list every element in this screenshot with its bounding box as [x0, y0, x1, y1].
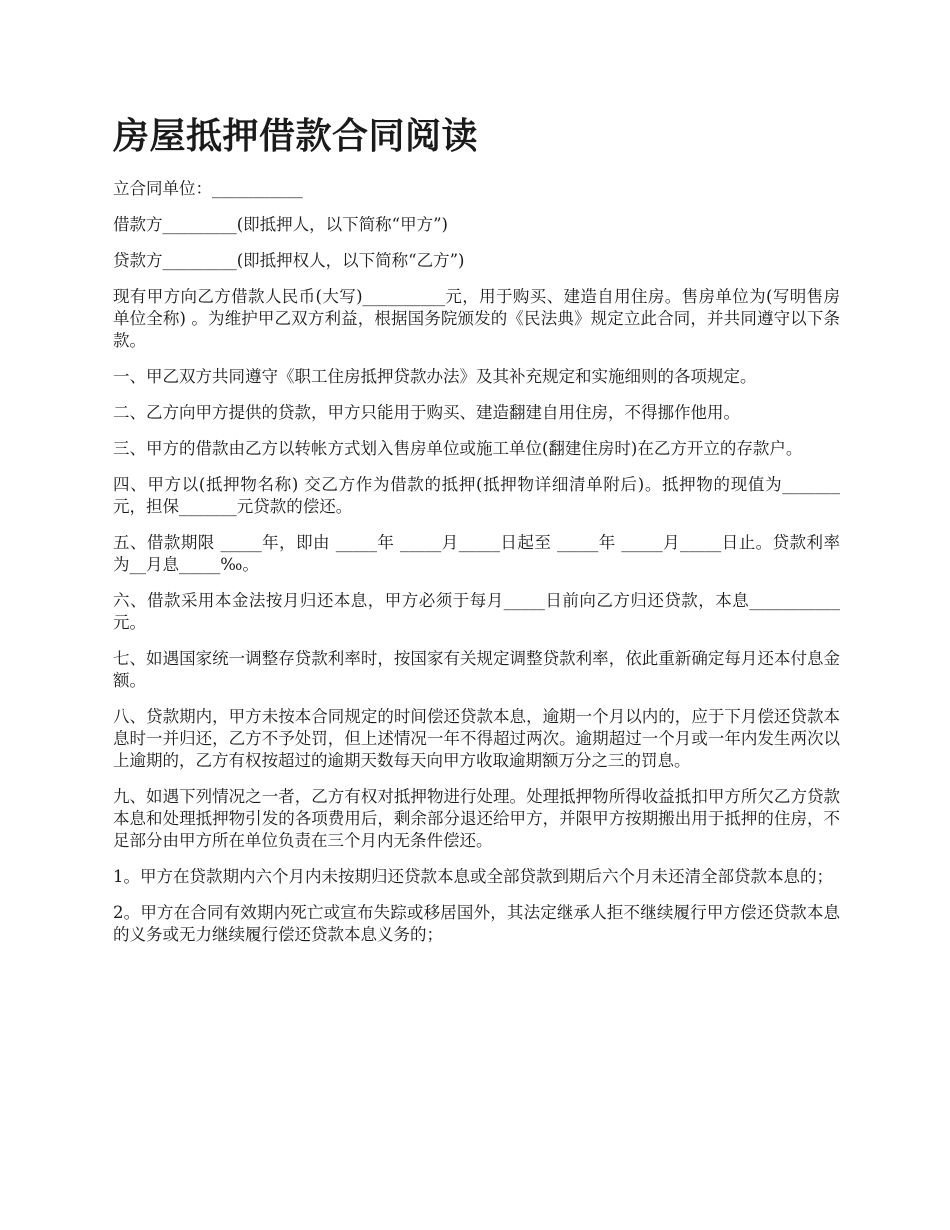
- clause-7: 七、如遇国家统一调整存贷款利率时，按国家有关规定调整贷款利率，依此重新确定每月还本付息金额。: [113, 649, 840, 690]
- clause-4: 四、甲方以(抵押物名称) 交乙方作为借款的抵押(抵押物详细清单附后)。抵押物的现值为_______元，担保_______元贷款的偿还。: [113, 475, 840, 516]
- clause-3: 三、甲方的借款由乙方以转帐方式划入售房单位或施工单位(翻建住房时)在乙方开立的存款户。: [113, 439, 803, 458]
- preamble-paragraph: 现有甲方向乙方借款人民币(大写)__________元，用于购买、建造自用住房。售房单位为(写明售房单位全称) 。为维护甲乙双方利益，根据国务院颁发的《民法典》规定立此合同，并共同遵守以下条款。: [113, 287, 840, 350]
- clause-9-item-1: 1。甲方在贷款期内六个月内未按期归还贷款本息或全部贷款到期后六个月未还清全部贷款本息的；: [113, 867, 833, 886]
- clause-6: 六、借款采用本金法按月归还本息，甲方必须于每月_____日前向乙方归还贷款，本息___________元。: [113, 591, 840, 632]
- document-title: 房屋抵押借款合同阅读: [113, 116, 479, 157]
- clause-8: 八、贷款期内，甲方未按本合同规定的时间偿还贷款本息，逾期一个月以内的，应于下月偿还贷款本息时一并归还，乙方不予处罚，但上述情况一年不得超过两次。逾期超过一个月或一年内发生两次以上逾期的，乙方有权按超过的逾期天数每天向甲方收取逾期额万分之三的罚息。: [113, 707, 840, 770]
- borrower-line: 借款方_________(即抵押人，以下简称“甲方”): [113, 215, 448, 234]
- contract-unit-line: 立合同单位：___________: [113, 179, 303, 198]
- lender-line: 贷款方_________(即抵押权人，以下简称“乙方”): [113, 251, 465, 270]
- clause-2: 二、乙方向甲方提供的贷款，甲方只能用于购买、建造翻建自用住房，不得挪作他用。: [113, 403, 740, 422]
- document-page: [113, 112, 840, 960]
- clause-9-item-2: 2。甲方在合同有效期内死亡或宣布失踪或移居国外，其法定继承人拒不继续履行甲方偿还贷款本息的义务或无力继续履行偿还贷款本息义务的；: [113, 903, 840, 944]
- clause-1: 一、甲乙双方共同遵守《职工住房抵押贷款办法》及其补充规定和实施细则的各项规定。: [113, 367, 757, 386]
- clause-9: 九、如遇下列情况之一者，乙方有权对抵押物进行处理。处理抵押物所得收益抵扣甲方所欠乙方贷款本息和处理抵押物引发的各项费用后，剩余部分退还给甲方，并限甲方按期搬出用于抵押的住房，不足部分由甲方所在单位负责在三个月内无条件偿还。: [113, 787, 840, 850]
- clause-5: 五、借款期限 _____年，即由 _____年 _____月_____日起至 _____年 _____月_____日止。贷款利率为__月息_____‰。: [113, 533, 840, 574]
